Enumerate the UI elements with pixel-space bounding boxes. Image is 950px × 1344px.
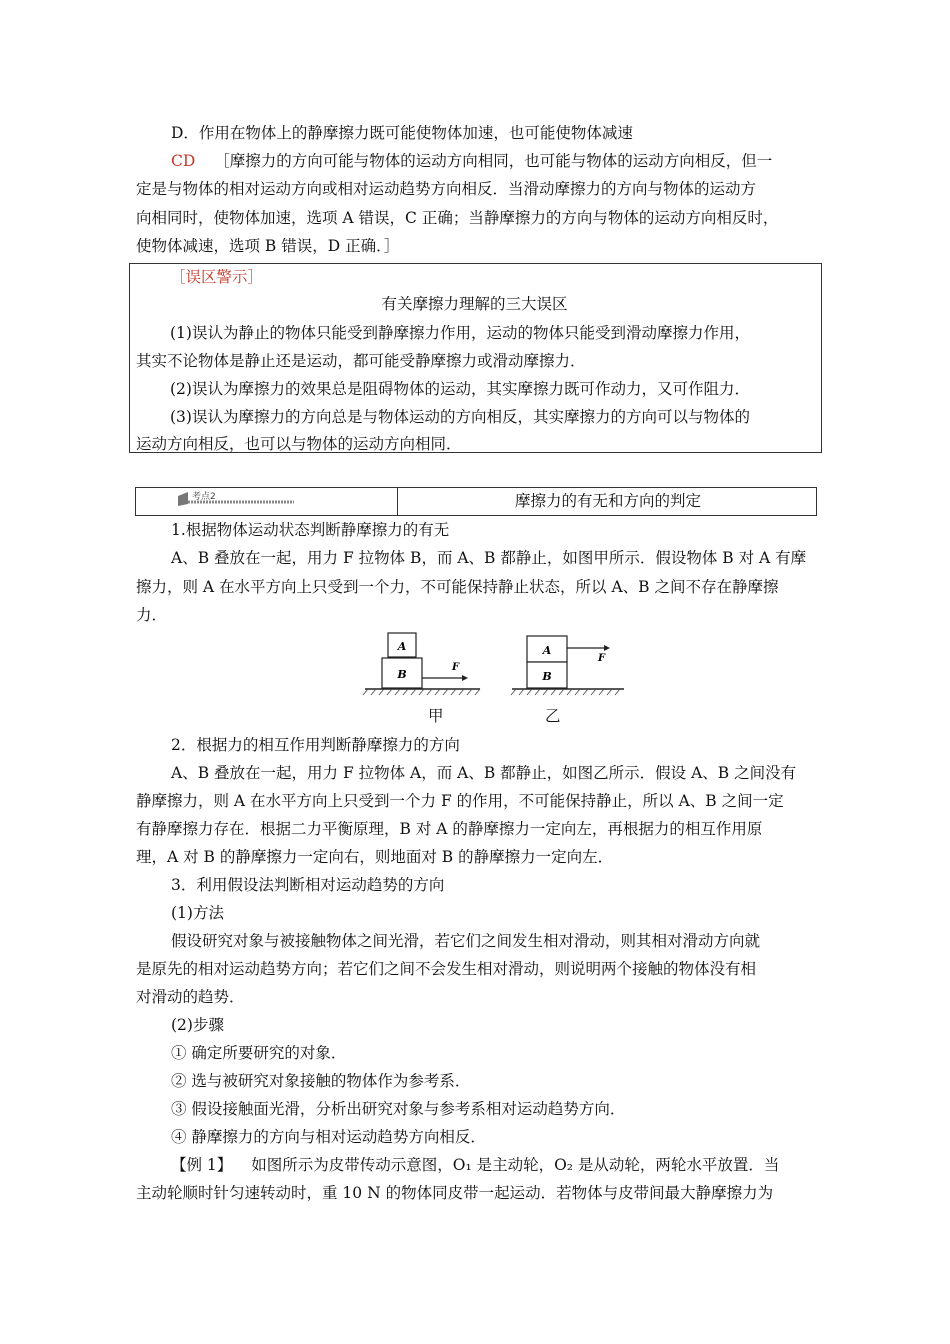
p3-steps-label: (2)步骤 (171, 1016, 224, 1034)
ground-hatch-left (363, 689, 480, 695)
block-b-left-label: B (397, 668, 407, 681)
force-label-right: F (598, 653, 606, 664)
warning-line-2: 其实不论物体是静止还是运动，都可能受静摩擦力或滑动摩擦力． (136, 352, 586, 370)
warning-line-3: (2)误认为摩擦力的效果总是阻碍物体的运动，其实摩擦力既可作动力，又可作阻力． (170, 380, 750, 398)
figure-yi (511, 636, 624, 695)
p1-line-1: A、B 叠放在一起，用力 F 拉物体 B，而 A、B 都静止，如图甲所示．假设物体 B 对 A 有摩 (171, 549, 807, 567)
block-a-left-label: A (397, 640, 407, 653)
badge-flag-icon (178, 492, 188, 506)
p3-step-2: ② 选与被研究对象接触的物体作为参考系． (171, 1072, 471, 1090)
example-text-1: 如图所示为皮带传动示意图，O₁ 是主动轮，O₂ 是从动轮，两轮水平放置．当 (251, 1156, 780, 1174)
p1-line-3: 力． (136, 606, 168, 624)
warning-title: 有关摩擦力理解的三大误区 (381, 295, 568, 313)
section-badge: 考点2 (192, 492, 216, 502)
example-line-2: 主动轮顺时针匀速转动时，重 10 N 的物体同皮带一起运动．若物体与皮带间最大静摩擦力为 (136, 1184, 774, 1202)
section-title: 摩擦力的有无和方向的判定 (514, 492, 701, 510)
option-d: D．作用在物体上的静摩擦力既可能使物体加速，也可能使物体减速 (171, 124, 633, 142)
p3-step-1: ① 确定所要研究的对象． (171, 1044, 347, 1062)
answer-label: CD (171, 152, 196, 170)
p2-line-1: A、B 叠放在一起，用力 F 拉物体 A，而 A、B 都静止，如图乙所示．假设 A、B 之间没有 (171, 764, 797, 782)
example-line-1 (171, 1155, 779, 1175)
answer-line-1 (171, 151, 772, 171)
section-title-cell (397, 487, 817, 516)
p3-step-3: ③ 假设接触面光滑，分析出研究对象与参考系相对运动趋势方向． (171, 1100, 626, 1118)
p2-line-3: 有静摩擦力存在．根据二力平衡原理，B 对 A 的静摩擦力一定向左，再根据力的相互作用原 (136, 820, 763, 838)
figure-jia (363, 633, 480, 695)
p3-heading: 3．利用假设法判断相对运动趋势的方向 (171, 876, 445, 894)
section-badge-cell (135, 487, 398, 516)
p3-method-label: (1)方法 (171, 904, 224, 922)
p3-step-4: ④ 静摩擦力的方向与相对运动趋势方向相反． (171, 1128, 486, 1146)
warning-line-5: 运动方向相反，也可以与物体的运动方向相同． (136, 435, 462, 453)
p3-method-line-2: 是原先的相对运动趋势方向；若它们之间不会发生相对滑动，则说明两个接触的物体没有相 (136, 960, 757, 978)
p2-heading: 2．根据力的相互作用判断静摩擦力的方向 (171, 736, 460, 754)
block-b-right-label: B (542, 670, 552, 683)
block-a-right-label: A (542, 644, 552, 657)
blocks-figure (360, 628, 640, 728)
answer-line-4: 使物体减速，选项 B 错误，D 正确．］ (136, 237, 400, 255)
p3-method-line-3: 对滑动的趋势． (136, 988, 245, 1006)
warning-tag: ［误区警示］ (170, 268, 264, 286)
caption-jia: 甲 (428, 707, 444, 725)
answer-line-2: 定是与物体的相对运动方向或相对运动趋势方向相反．当滑动摩擦力的方向与物体的运动方 (136, 180, 757, 198)
p1-line-2: 擦力，则 A 在水平方向上只受到一个力，不可能保持静止状态，所以 A、B 之间不存在静摩擦 (136, 578, 779, 596)
caption-yi: 乙 (545, 707, 561, 725)
section-badge-graphic (176, 488, 296, 515)
p1-heading: 1.根据物体运动状态判断静摩擦力的有无 (171, 521, 450, 539)
answer-line-3: 向相同时，使物体加速，选项 A 错误，C 正确；当静摩擦力的方向与物体的运动方向相反时， (136, 209, 779, 227)
answer-text-1: ［摩擦力的方向可能与物体的运动方向相同，也可能与物体的运动方向相反，但一 (214, 152, 773, 170)
example-label: 【例 1】 (171, 1156, 233, 1174)
ground-hatch-right (511, 689, 620, 695)
p2-line-2: 静摩擦力，则 A 在水平方向上只受到一个力 F 的作用，不可能保持静止，所以 A、B 之间一定 (136, 792, 784, 810)
warning-line-4: (3)误认为摩擦力的方向总是与物体运动的方向相反，其实摩擦力的方向可以与物体的 (170, 408, 750, 426)
arrow-head-left-icon (462, 675, 468, 681)
warning-line-1: (1)误认为静止的物体只能受到静摩擦力作用，运动的物体只能受到滑动摩擦力作用， (170, 324, 750, 342)
force-label-left: F (452, 662, 460, 673)
arrow-head-right-icon (604, 645, 610, 651)
p3-method-line-1: 假设研究对象与被接触物体之间光滑，若它们之间发生相对滑动，则其相对滑动方向就 (171, 932, 761, 950)
p2-line-4: 理，A 对 B 的静摩擦力一定向右，则地面对 B 的静摩擦力一定向左． (136, 848, 614, 866)
